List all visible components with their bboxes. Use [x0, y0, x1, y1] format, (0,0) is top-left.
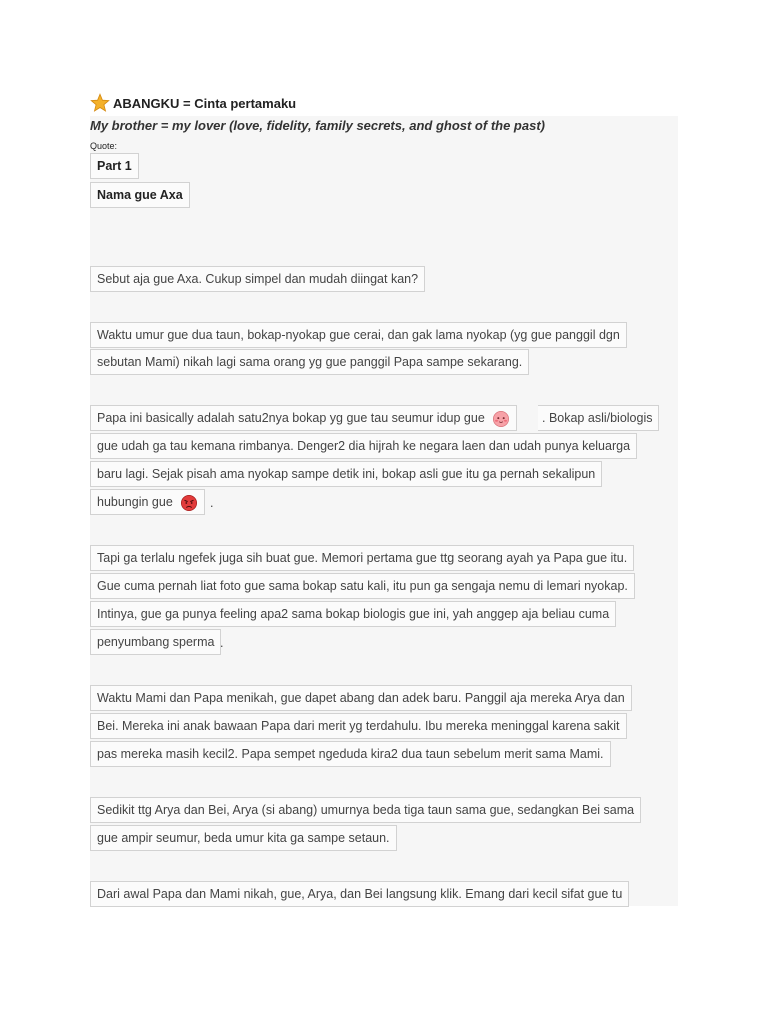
story-line: Dari awal Papa dan Mami nikah, gue, Arya, dan Bei langsung klik. Emang dari kecil sifat gue tu [90, 881, 629, 907]
story-line [90, 405, 517, 431]
blushing-face-icon [492, 410, 510, 428]
story-line: Waktu Mami dan Papa menikah, gue dapet abang dan adek baru. Panggil aja mereka Arya dan [90, 685, 632, 711]
story-line: Tapi ga terlalu ngefek juga sih buat gue. Memori pertama gue ttg seorang ayah ya Papa gue itu. [90, 545, 634, 571]
quote-label: Quote: [90, 141, 118, 151]
star-icon [90, 93, 110, 113]
post-subtitle: My brother = my lover (love, fidelity, family secrets, and ghost of the past) [90, 118, 545, 133]
story-line: Intinya, gue ga punya feeling apa2 sama bokap biologis gue ini, yah anggep aja beliau cuma [90, 601, 616, 627]
story-line: . [210, 496, 214, 510]
story-line: baru lagi. Sejak pisah ama nyokap sampe detik ini, bokap asli gue itu ga pernah sekalipun [90, 461, 602, 487]
story-line: pas mereka masih kecil2. Papa sempet ngeduda kira2 dua taun sebelum merit sama Mami. [90, 741, 611, 767]
story-line: . Bokap asli/biologis [538, 405, 659, 431]
story-line: sebutan Mami) nikah lagi sama orang yg gue panggil Papa sampe sekarang. [90, 349, 529, 375]
story-line: gue ampir seumur, beda umur kita ga sampe setaun. [90, 825, 397, 851]
story-line: Sebut aja gue Axa. Cukup simpel dan mudah diingat kan? [90, 266, 425, 292]
story-line: penyumbang sperma [90, 629, 221, 655]
story-line-text: hubungin gue [97, 495, 173, 509]
story-line: Gue cuma pernah liat foto gue sama bokap satu kali, itu pun ga sengaja nemu di lemari nyokap. [90, 573, 635, 599]
story-line: Sedikit ttg Arya dan Bei, Arya (si abang) umurnya beda tiga taun sama gue, sedangkan Bei sama [90, 797, 641, 823]
story-line: gue udah ga tau kemana rimbanya. Denger2 dia hijrah ke negara laen dan udah punya keluarga [90, 433, 637, 459]
part-heading: Part 1 [90, 153, 139, 179]
story-line: Waktu umur gue dua taun, bokap-nyokap gue cerai, dan gak lama nyokap (yg gue panggil dgn [90, 322, 627, 348]
story-line-text: Papa ini basically adalah satu2nya bokap yg gue tau seumur idup gue [97, 411, 485, 425]
story-line: . [220, 636, 224, 650]
title-row [90, 92, 296, 114]
angry-face-icon [180, 494, 198, 512]
post-title: ABANGKU = Cinta pertamaku [113, 95, 297, 111]
name-heading: Nama gue Axa [90, 182, 190, 208]
story-line [90, 489, 205, 515]
story-line: Bei. Mereka ini anak bawaan Papa dari merit yg terdahulu. Ibu mereka meninggal karena sakit [90, 713, 627, 739]
